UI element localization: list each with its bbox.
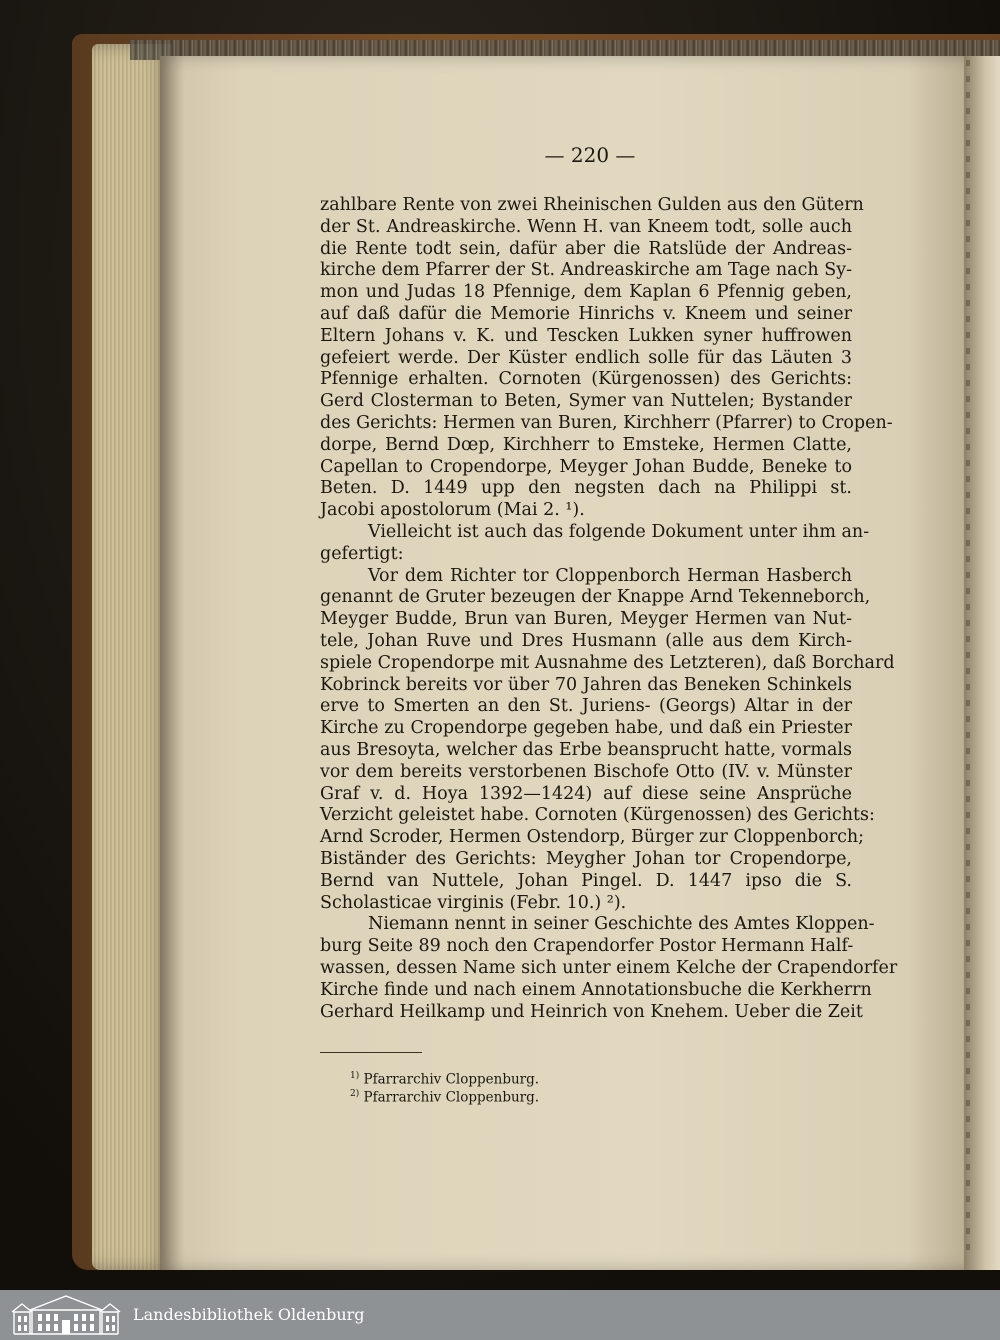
text-line: Vor dem Richter tor Cloppenborch Herman Hasberch (368, 565, 852, 586)
text-line: Jacobi apostolorum (Mai 2. ¹). (320, 500, 585, 521)
text-line: vor dem bereits verstorbenen Bischofe Otto (IV. v. Münster (320, 761, 852, 782)
text-line: des Gerichts: Hermen van Buren, Kirchherr (Pfarrer) to Cropen- (320, 413, 893, 433)
text-line: Pfennige erhalten. Cornoten (Kürgenossen) des Gerichts: (320, 369, 852, 390)
text-line: gefertigt: (320, 543, 404, 564)
footnote-divider (320, 1052, 422, 1053)
footnote-mark: 1) (350, 1071, 360, 1081)
text-line: gefeiert werde. Der Küster endlich solle für das Läuten 3 (320, 347, 852, 368)
library-footer-bar (0, 1290, 1000, 1340)
text-line: burg Seite 89 noch den Crapendorfer Postor Hermann Half- (320, 936, 854, 957)
text-line: Beten. D. 1449 upp den negsten dach na Philippi st. (320, 478, 852, 499)
footnote-mark: 2) (350, 1089, 360, 1099)
footnote-text: Pfarrarchiv Cloppenburg. (363, 1071, 540, 1088)
text-line: auf daß dafür die Memorie Hinrichs v. Kneem und seiner (320, 304, 852, 324)
text-line: Gerhard Heilkamp und Heinrich von Knehem. Ueber die Zeit (320, 1001, 863, 1022)
text-line: Graf v. d. Hoya 1392—1424) auf diese seine Ansprüche (320, 783, 852, 804)
page-number: — 220 — (544, 143, 636, 167)
text-line: zahlbare Rente von zwei Rheinischen Gulden aus den Gütern (320, 195, 864, 215)
text-line: Meyger Budde, Brun van Buren, Meyger Hermen van Nut- (320, 609, 852, 630)
footnote (350, 1071, 539, 1088)
text-line: Kobrinck bereits vor über 70 Jahren das Beneken Schinkels (320, 674, 852, 695)
text-line: Vielleicht ist auch das folgende Dokument unter ihm an- (368, 522, 870, 542)
text-line: Bernd van Nuttele, Johan Pingel. D. 1447 ipso die S. (320, 870, 852, 891)
footnote-text: Pfarrarchiv Cloppenburg. (363, 1089, 540, 1106)
text-line: genannt de Gruter bezeugen der Knappe Arnd Tekenneborch, (320, 587, 871, 608)
text-line: wassen, dessen Name sich unter einem Kelche der Crapendorfer (320, 958, 898, 978)
text-line: Biständer des Gerichts: Meygher Johan tor Cropendorpe, (320, 849, 852, 869)
text-line: mon und Judas 18 Pfennige, dem Kaplan 6 Pfennig geben, (320, 282, 852, 303)
text-line: dorpe, Bernd Dœp, Kirchherr to Emsteke, Hermen Clatte, (320, 434, 852, 455)
text-line: kirche dem Pfarrer der St. Andreaskirche am Tage nach Sy- (320, 260, 852, 281)
text-line: erve to Smerten an den St. Juriens- (Georgs) Altar in der (320, 696, 852, 717)
text-line: Arnd Scroder, Hermen Ostendorp, Bürger zur Cloppenborch; (320, 827, 865, 848)
text-line: Capellan to Cropendorpe, Meyger Johan Budde, Beneke to (320, 456, 852, 477)
text-line: spiele Cropendorpe mit Ausnahme des Letzteren), daß Borchard (320, 652, 895, 673)
binding-stitch (966, 60, 970, 1260)
text-line: tele, Johan Ruve und Dres Husmann (alle aus dem Kirch- (320, 631, 852, 651)
text-line: Scholasticae virginis (Febr. 10.) ²). (320, 892, 627, 913)
text-line: die Rente todt sein, dafür aber die Ratslüde der Andreas- (320, 238, 852, 259)
text-line: Niemann nennt in seiner Geschichte des Amtes Kloppen- (368, 914, 875, 935)
library-building-icon[interactable] (10, 1294, 122, 1336)
text-line: Gerd Closterman to Beten, Symer van Nuttelen; Bystander (320, 391, 852, 412)
text-line: Kirche finde und nach einem Annotationsbuche die Kerkherrn (320, 979, 872, 1000)
text-line: der St. Andreaskirche. Wenn H. van Kneem todt, solle auch (320, 216, 852, 237)
library-name-link[interactable]: Landesbibliothek Oldenburg (133, 1305, 365, 1324)
text-line: Kirche zu Cropendorpe gegeben habe, und daß ein Priester (320, 718, 852, 739)
text-line: Verzicht geleistet habe. Cornoten (Kürgenossen) des Gerichts: (320, 805, 875, 826)
text-line: aus Bresoyta, welcher das Erbe beansprucht hatte, vormals (320, 740, 852, 760)
text-line: Eltern Johans v. K. und Tescken Lukken syner huffrowen (320, 325, 852, 346)
footnote (350, 1089, 539, 1106)
